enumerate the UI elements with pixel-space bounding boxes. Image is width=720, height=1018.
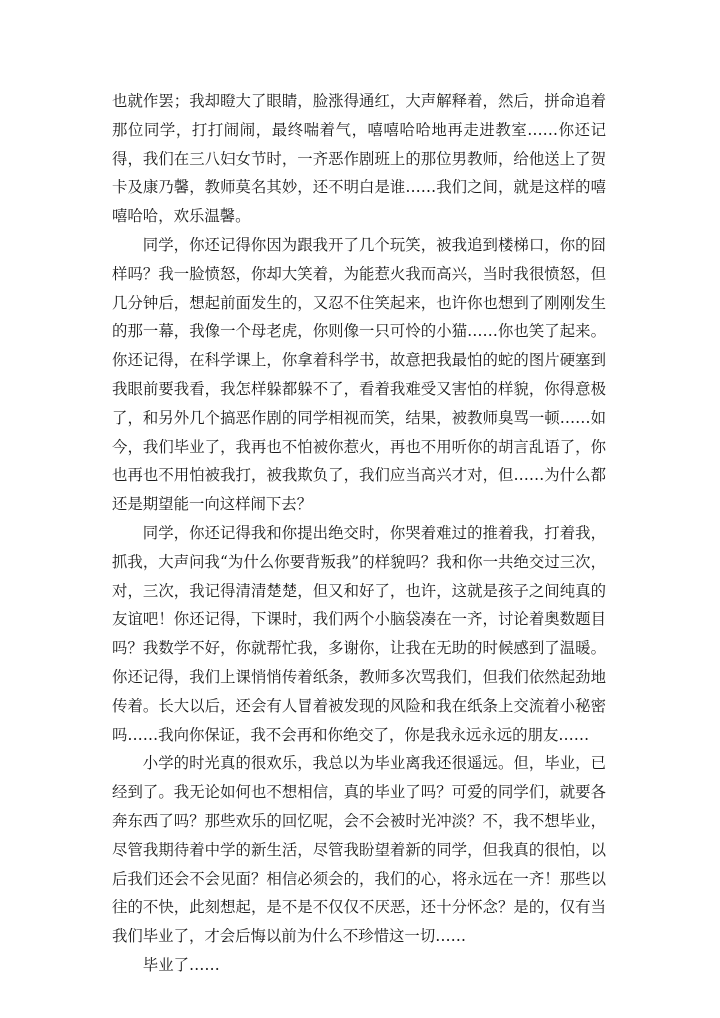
paragraph-4: 小学的时光真的很欢乐，我总以为毕业离我还很遥远。但，毕业，已经到了。我无论如何也不想相信，真的毕业了吗？可爱的同学们，就要各奔东西了吗？那些欢乐的回忆呢，会不会被时光冲淡？不，我不想毕业，尽管我期待着中学的新生活，尽管我盼望着新的同学，但我真的很怕，以后我们还会不会见面？相信必须会的，我们的心，将永远在一齐！那些以往的不快，此刻想起，是不是不仅仅不厌恶，还十分怀念？是的，仅有当我们毕业了，才会后悔以前为什么不珍惜这一切…… xyxy=(112,754,606,946)
document-page xyxy=(112,87,606,980)
paragraph-3: 同学，你还记得我和你提出绝交时，你哭着难过的推着我，打着我，抓我，大声问我“为什么你要背叛我”的样貌吗？我和你一共绝交过三次，对，三次，我记得清清楚楚，但又和好了，也许，这就是孩子之间纯真的友谊吧！你还记得，下课时，我们两个小脑袋凑在一齐，讨论着奥数题目吗？我数学不好，你就帮忙我，多谢你，让我在无助的时候感到了温暖。你还记得，我们上课悄悄传着纸条，教师多次骂我们，但我们依然起劲地传着。长大以后，还会有人冒着被发现的风险和我在纸条上交流着小秘密吗……我向你保证，我不会再和你绝交了，你是我永远永远的朋友…… xyxy=(112,523,606,744)
paragraph-1: 也就作罢；我却瞪大了眼睛，脸涨得通红，大声解释着，然后，拼命追着那位同学，打打闹闹，最终喘着气，嘻嘻哈哈地再走进教室……你还记得，我们在三八妇女节时，一齐恶作剧班上的那位男教师，给他送上了贺卡及康乃馨，教师莫名其妙，还不明白是谁……我们之间，就是这样的嘻嘻哈哈，欢乐温馨。 xyxy=(112,92,606,226)
paragraph-2: 同学，你还记得你因为跟我开了几个玩笑，被我追到楼梯口，你的囧样吗？我一脸愤怒，你却大笑着，为能惹火我而高兴，当时我很愤怒，但几分钟后，想起前面发生的，又忍不住笑起来，也许你也想到了刚刚发生的那一幕，我像一个母老虎，你则像一只可怜的小猫……你也笑了起来。你还记得，在科学课上，你拿着科学书，故意把我最怕的蛇的图片硬塞到我眼前要我看，我怎样躲都躲不了，看着我难受又害怕的样貌，你得意极了，和另外几个搞恶作剧的同学相视而笑，结果，被教师臭骂一顿……如今，我们毕业了，我再也不怕被你惹火，再也不用听你的胡言乱语了，你也再也不用怕被我打，被我欺负了，我们应当高兴才对，但……为什么都还是期望能一向这样闹下去？ xyxy=(112,235,606,514)
paragraph-5: 毕业了…… xyxy=(142,955,220,974)
